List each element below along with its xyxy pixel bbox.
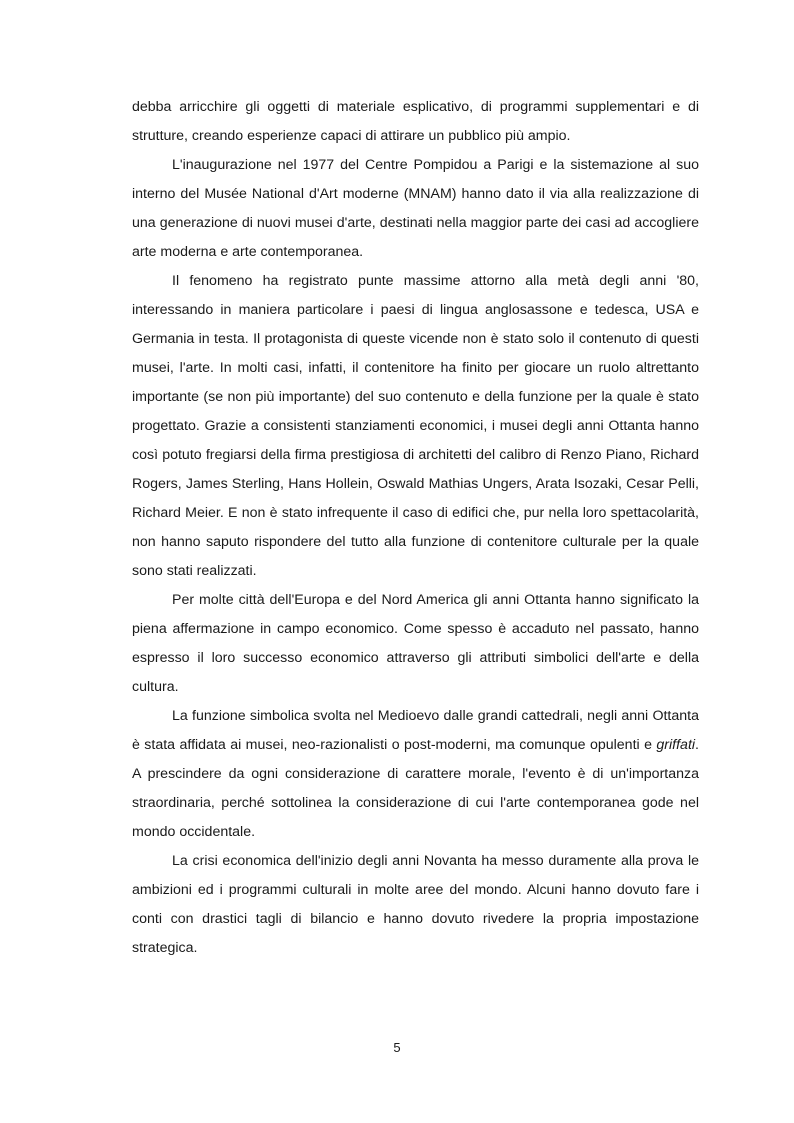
paragraph-citta-europa: Per molte città dell'Europa e del Nord America gli anni Ottanta hanno significato la piena affermazione in campo economico. Come spesso è accaduto nel passato, hanno espresso il loro successo economico attraverso gli attributi simbolici dell'arte e della cultura. xyxy=(132,592,699,695)
paragraph-fenomeno: Il fenomeno ha registrato punte massime attorno alla metà degli anni '80, interessando in maniera particolare i paesi di lingua anglosassone e tedesca, USA e Germania in testa. Il protagonista di queste vicende non è stato solo il contenuto di questi musei, l'arte. In molti casi, infatti, il contenitore ha finito per giocare un ruolo altrettanto importante (se non più importante) del suo contenuto e della funzione per la quale è stato progettato. Grazie a consistenti stanziamenti economici, i musei degli anni Ottanta hanno così potuto fregiarsi della firma prestigiosa di architetti del calibro di Renzo Piano, Richard Rogers, James Sterling, Hans Hollein, Oswald Mathias Ungers, Arata Isozaki, Cesar Pelli, Richard Meier. E non è stato infrequente il caso di edifici che, pur nella loro spettacolarità, non hanno saputo rispondere del tutto alla funzione di contenitore culturale per la quale sono stati realizzati. xyxy=(132,273,699,579)
italic-term: griffati xyxy=(656,737,696,753)
paragraph-text-before: La funzione simbolica svolta nel Medioevo dalle grandi cattedrali, negli anni Ottanta è stata affidata ai musei, neo-razionalisti o post-moderni, ma comunque opulenti e xyxy=(132,708,699,753)
paragraph-continuation: debba arricchire gli oggetti di materiale esplicativo, di programmi supplementari e di strutture, creando esperienze capaci di attirare un pubblico più ampio. xyxy=(132,99,699,144)
body-text xyxy=(132,93,699,963)
paragraph-text-after: . A prescindere da ogni considerazione di carattere morale, l'evento è di un'importanza straordinaria, perché sottolinea la considerazione di cui l'arte contemporanea gode nel mondo occidentale. xyxy=(132,737,699,840)
page-number: 5 xyxy=(393,1040,401,1055)
paragraph-crisi-economica: La crisi economica dell'inizio degli anni Novanta ha messo duramente alla prova le ambizioni ed i programmi culturali in molte aree del mondo. Alcuni hanno dovuto fare i conti con drastici tagli di bilancio e hanno dovuto rivedere la propria impostazione strategica. xyxy=(132,853,699,956)
paragraph-funzione-simbolica xyxy=(132,702,699,847)
paragraph-centre-pompidou: L'inaugurazione nel 1977 del Centre Pompidou a Parigi e la sistemazione al suo interno del Musée National d'Art moderne (MNAM) hanno dato il via alla realizzazione di una generazione di nuovi musei d'arte, destinati nella maggior parte dei casi ad accogliere arte moderna e arte contemporanea. xyxy=(132,157,699,260)
